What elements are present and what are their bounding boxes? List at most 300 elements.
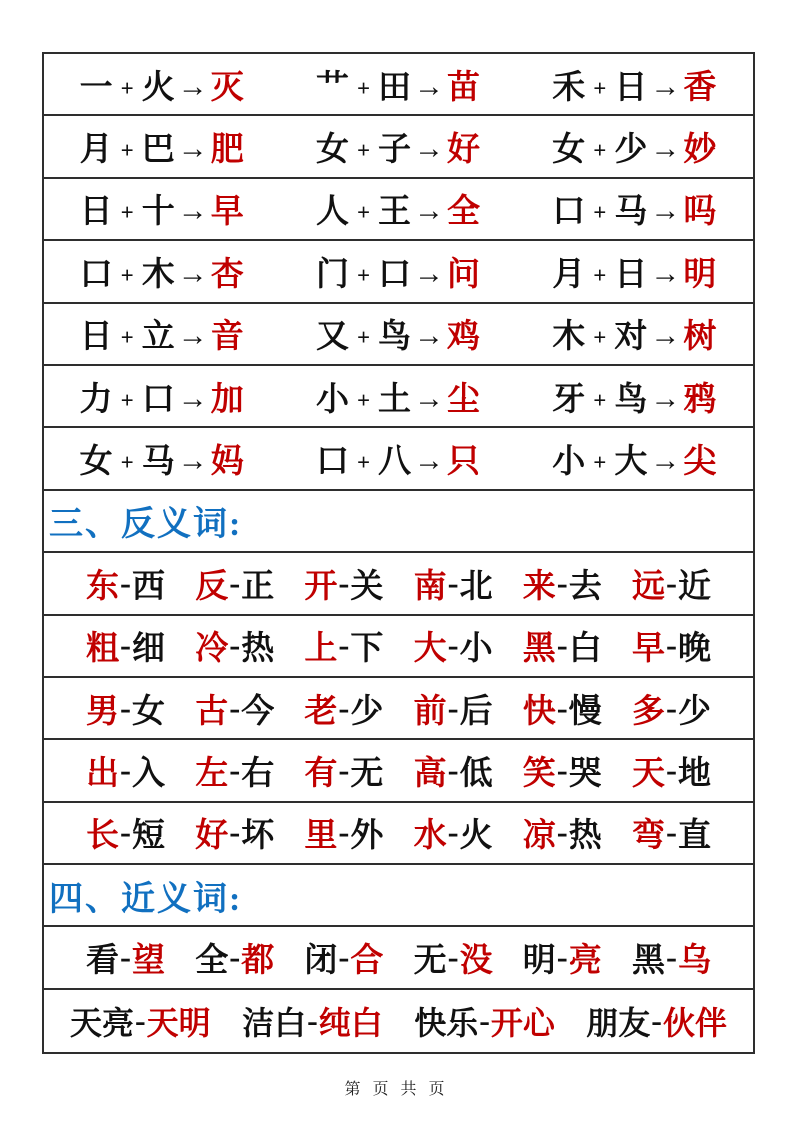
dash-symbol: - [229,565,241,602]
composition-formula [517,61,753,108]
word-pair [632,685,711,732]
result-char: 尖 [683,444,718,481]
table-row [44,241,753,303]
plus-symbol: + [356,200,372,226]
component-char: 对 [614,319,649,356]
dash-symbol: - [229,752,241,789]
component-char: 日 [79,319,114,356]
table-row [44,803,753,865]
word-pair [632,934,711,981]
word-pair [523,809,602,856]
component-char: 鸟 [378,319,413,356]
worksheet-table [42,52,755,1054]
result-char: 明 [683,256,718,293]
plus-symbol: + [120,75,135,101]
component-char: 马 [141,444,176,481]
pair-first: 南 [413,568,447,605]
composition-formula [280,61,516,108]
component-char: 日 [614,256,649,293]
plus-symbol: + [593,138,608,164]
plus-symbol: + [593,200,608,226]
pair-second: 短 [132,818,165,855]
pair-second: 低 [459,755,493,792]
dash-symbol: - [120,628,131,665]
table-row [44,428,753,490]
word-pair [304,809,383,856]
word-pair [86,622,165,669]
word-pair [195,685,274,732]
component-char: 禾 [552,69,587,106]
pair-first: 全 [195,943,229,980]
word-pair [304,934,383,981]
table-row [44,54,753,116]
arrow-symbol: → [177,444,209,478]
component-char: 小 [552,444,587,481]
dash-symbol: - [665,940,677,977]
table-row [44,616,753,678]
result-char: 吗 [683,194,718,231]
pair-second: 伙伴 [662,1005,727,1042]
dash-symbol: - [229,628,241,665]
pair-first: 明 [522,943,556,980]
pair-second: 直 [677,818,711,855]
result-char: 香 [683,69,718,106]
pair-first: 黑 [631,943,665,980]
table-row [44,553,753,615]
plus-symbol: + [593,75,608,101]
composition-formula [44,123,280,170]
word-pair [304,560,383,607]
pair-second: 晚 [677,631,711,668]
pair-first: 闭 [304,943,338,980]
dash-symbol: - [447,565,459,602]
pair-first: 好 [195,818,229,855]
result-char: 苗 [447,69,482,106]
dash-symbol: - [556,690,568,727]
table-row [44,179,753,241]
pair-first: 老 [304,693,338,730]
dash-symbol: - [120,815,131,852]
plus-symbol: + [356,450,372,476]
section-title: 四、近义词: [49,880,243,918]
arrow-symbol: → [414,256,446,290]
pair-second: 坏 [241,818,275,855]
word-pair [195,560,274,607]
pair-first: 冷 [195,631,229,668]
result-char: 肥 [210,132,245,169]
pair-second: 热 [241,631,275,668]
pair-first: 长 [86,818,119,855]
component-char: 鸟 [614,381,649,418]
word-pair [304,685,383,732]
arrow-symbol: → [414,381,446,415]
component-char: 口 [378,256,413,293]
component-char: 日 [614,69,649,106]
plus-symbol: + [593,262,608,288]
word-pair [304,622,383,669]
composition-formula [517,373,753,420]
component-char: 月 [552,256,587,293]
component-char: 小 [315,381,350,418]
composition-formula [517,123,753,170]
word-pair [523,685,602,732]
result-char: 早 [210,194,245,231]
pair-first: 前 [413,693,447,730]
dash-symbol: - [665,565,677,602]
word-pair [414,934,493,981]
pair-second: 乌 [677,943,711,980]
plus-symbol: + [356,262,372,288]
dash-symbol: - [338,628,350,665]
component-char: 力 [79,381,114,418]
arrow-symbol: → [650,319,682,353]
table-row [44,927,753,989]
pair-first: 快乐 [414,1005,479,1042]
result-char: 妙 [683,132,718,169]
dash-symbol: - [447,815,459,852]
pair-first: 凉 [522,818,556,855]
pair-first: 黑 [522,631,556,668]
component-char: 人 [315,194,350,231]
word-pair [86,934,165,981]
composition-formula [44,248,280,295]
pair-second: 北 [459,568,493,605]
word-pair [632,622,711,669]
dash-symbol: - [120,690,131,727]
component-char: 木 [552,319,587,356]
plus-symbol: + [356,75,372,101]
pair-second: 哭 [568,755,602,792]
component-char: 巴 [141,132,176,169]
pair-first: 有 [304,755,338,792]
dash-symbol: - [338,815,350,852]
component-char: 口 [141,381,176,418]
component-char: 田 [378,69,413,106]
composition-formula [44,61,280,108]
page-footer: 第 页 共 页 [344,1081,449,1098]
pair-second: 地 [677,755,711,792]
dash-symbol: - [665,690,677,727]
pair-second: 火 [459,818,493,855]
plus-symbol: + [120,387,135,413]
result-char: 问 [447,256,482,293]
word-pair [414,998,555,1044]
pair-second: 热 [568,818,602,855]
component-char: 火 [141,69,176,106]
section-title: 三、反义词: [49,506,243,544]
composition-formula [44,185,280,232]
pair-second: 无 [350,755,384,792]
component-char: 女 [79,444,114,481]
pair-first: 高 [413,755,447,792]
word-pair [242,998,383,1044]
plus-symbol: + [356,138,372,164]
word-pair [414,622,493,669]
pair-second: 女 [132,693,165,730]
arrow-symbol: → [414,69,446,103]
word-pair [195,622,274,669]
dash-symbol: - [338,690,350,727]
pair-first: 来 [522,568,556,605]
composition-formula [44,310,280,357]
word-pair [70,998,211,1044]
plus-symbol: + [120,138,135,164]
arrow-symbol: → [414,194,446,228]
composition-formula [280,123,516,170]
result-char: 杏 [210,256,245,293]
pair-second: 亮 [568,943,602,980]
result-char: 加 [210,381,245,418]
result-char: 音 [210,319,245,356]
composition-formula [517,435,753,482]
component-char: 女 [552,132,587,169]
dash-symbol: - [556,940,568,977]
pair-second: 入 [132,755,165,792]
component-char: 马 [614,194,649,231]
dash-symbol: - [447,940,459,977]
arrow-symbol: → [177,194,209,228]
dash-symbol: - [229,940,241,977]
arrow-symbol: → [177,381,209,415]
pair-second: 后 [459,693,493,730]
table-row [44,740,753,802]
dash-symbol: - [665,815,677,852]
arrow-symbol: → [414,444,446,478]
pair-first: 水 [413,818,447,855]
result-char: 好 [447,132,482,169]
component-char: 一 [79,69,114,106]
word-pair [86,747,165,794]
pair-first: 里 [304,818,338,855]
dash-symbol: - [556,628,568,665]
table-row [44,678,753,740]
dash-symbol: - [556,565,568,602]
arrow-symbol: → [650,381,682,415]
plus-symbol: + [356,387,372,413]
component-char: 王 [378,194,413,231]
pair-first: 多 [631,693,665,730]
component-char: 日 [79,194,114,231]
pair-first: 粗 [86,631,119,668]
component-char: 口 [79,256,114,293]
dash-symbol: - [338,565,350,602]
dash-symbol: - [556,815,568,852]
component-char: 十 [141,194,176,231]
word-pair [414,685,493,732]
word-pair [86,809,165,856]
table-row [44,366,753,428]
composition-formula [517,248,753,295]
arrow-symbol: → [177,69,209,103]
word-pair [195,747,274,794]
pair-first: 上 [304,631,338,668]
arrow-symbol: → [650,194,682,228]
word-pair [304,747,383,794]
component-char: 木 [141,256,176,293]
pair-second: 正 [241,568,275,605]
pair-second: 西 [132,568,165,605]
pair-first: 笑 [522,755,556,792]
plus-symbol: + [593,450,608,476]
composition-formula [44,373,280,420]
section-header-row [44,865,753,927]
dash-symbol: - [338,752,350,789]
plus-symbol: + [593,325,608,351]
component-char: 月 [79,132,114,169]
pair-second: 外 [350,818,384,855]
component-char: 门 [315,256,350,293]
pair-second: 近 [677,568,711,605]
component-char: 女 [315,132,350,169]
dash-symbol: - [556,752,568,789]
word-pair [632,747,711,794]
pair-second: 开心 [490,1005,555,1042]
pair-first: 东 [86,568,119,605]
component-char: 牙 [552,381,587,418]
pair-first: 天亮 [70,1005,135,1042]
pair-second: 小 [459,631,493,668]
composition-formula [280,373,516,420]
pair-first: 开 [304,568,338,605]
dash-symbol: - [651,1002,662,1039]
dash-symbol: - [229,690,241,727]
result-char: 只 [447,444,482,481]
table-row [44,304,753,366]
result-char: 树 [683,319,718,356]
dash-symbol: - [307,1002,318,1039]
word-pair [414,809,493,856]
pair-second: 望 [132,943,165,980]
pair-second: 合 [350,943,384,980]
pair-first: 远 [631,568,665,605]
pair-second: 细 [132,631,165,668]
pair-second: 天明 [146,1005,211,1042]
component-char: 又 [315,319,350,356]
component-char: 大 [614,444,649,481]
pair-first: 天 [631,755,665,792]
pair-first: 洁白 [242,1005,307,1042]
word-pair [195,809,274,856]
plus-symbol: + [356,325,372,351]
pair-first: 无 [413,943,447,980]
composition-formula [517,310,753,357]
pair-second: 少 [677,693,711,730]
composition-formula [280,310,516,357]
pair-second: 右 [241,755,275,792]
pair-second: 今 [241,693,275,730]
dash-symbol: - [665,752,677,789]
component-char: 艹 [315,69,350,106]
pair-second: 下 [350,631,384,668]
pair-second: 纯白 [318,1005,383,1042]
result-char: 鸦 [683,381,718,418]
plus-symbol: + [120,450,135,476]
arrow-symbol: → [414,319,446,353]
pair-first: 反 [195,568,229,605]
arrow-symbol: → [177,132,209,166]
dash-symbol: - [120,752,131,789]
pair-first: 看 [86,943,119,980]
word-pair [414,747,493,794]
pair-first: 快 [522,693,556,730]
plus-symbol: + [120,262,135,288]
plus-symbol: + [120,200,135,226]
word-pair [86,685,165,732]
arrow-symbol: → [177,256,209,290]
pair-first: 朋友 [586,1005,651,1042]
pair-first: 古 [195,693,229,730]
table-row [44,990,753,1052]
dash-symbol: - [229,815,241,852]
component-char: 八 [378,444,413,481]
pair-second: 都 [241,943,275,980]
word-pair [414,560,493,607]
result-char: 尘 [447,381,482,418]
dash-symbol: - [120,940,131,977]
word-pair [523,622,602,669]
pair-second: 关 [350,568,384,605]
dash-symbol: - [120,565,131,602]
composition-formula [44,435,280,482]
component-char: 立 [141,319,176,356]
word-pair [523,747,602,794]
pair-first: 出 [86,755,119,792]
result-char: 鸡 [447,319,482,356]
word-pair [632,809,711,856]
pair-second: 慢 [568,693,602,730]
pair-second: 没 [459,943,493,980]
word-pair [523,934,602,981]
dash-symbol: - [135,1002,146,1039]
pair-second: 白 [568,631,602,668]
component-char: 口 [315,444,350,481]
pair-first: 弯 [631,818,665,855]
plus-symbol: + [593,387,608,413]
dash-symbol: - [447,690,459,727]
result-char: 灭 [210,69,245,106]
pair-second: 去 [568,568,602,605]
dash-symbol: - [338,940,350,977]
component-char: 口 [552,194,587,231]
result-char: 全 [447,194,482,231]
plus-symbol: + [120,325,135,351]
composition-formula [280,435,516,482]
word-pair [523,560,602,607]
dash-symbol: - [665,628,677,665]
composition-formula [280,248,516,295]
composition-formula [280,185,516,232]
arrow-symbol: → [650,69,682,103]
pair-first: 早 [631,631,665,668]
arrow-symbol: → [414,132,446,166]
dash-symbol: - [447,752,459,789]
word-pair [632,560,711,607]
arrow-symbol: → [177,319,209,353]
result-char: 妈 [210,444,245,481]
pair-first: 大 [413,631,447,668]
component-char: 少 [614,132,649,169]
table-row [44,116,753,178]
pair-first: 左 [195,755,229,792]
pair-first: 男 [86,693,119,730]
composition-formula [517,185,753,232]
arrow-symbol: → [650,256,682,290]
section-header-row [44,491,753,553]
word-pair [195,934,274,981]
word-pair [86,560,165,607]
arrow-symbol: → [650,444,682,478]
component-char: 子 [378,132,413,169]
